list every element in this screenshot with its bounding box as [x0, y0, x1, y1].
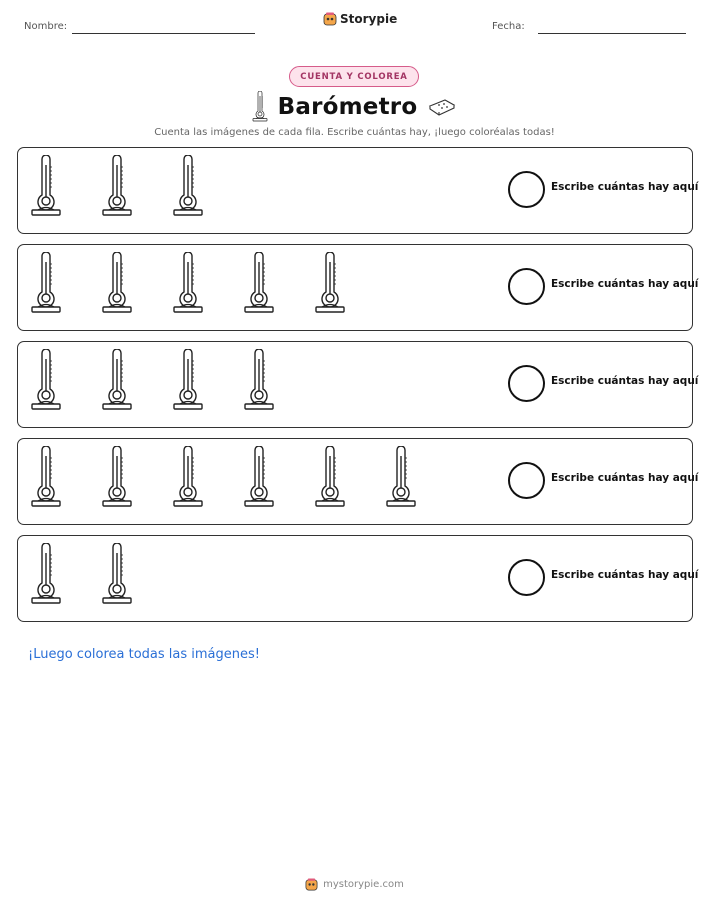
barometer-thermometer-icon[interactable]: [243, 349, 275, 413]
barometer-thermometer-icon[interactable]: [172, 446, 204, 510]
page-title: Barómetro: [277, 94, 418, 120]
barometer-thermometer-icon: [252, 91, 268, 123]
row-icons: [30, 543, 133, 607]
barometer-thermometer-icon[interactable]: [101, 446, 133, 510]
barometer-thermometer-icon[interactable]: [30, 155, 62, 219]
barometer-thermometer-icon[interactable]: [314, 446, 346, 510]
barometer-thermometer-icon[interactable]: [101, 543, 133, 607]
row-icons: [30, 446, 417, 510]
answer-circle[interactable]: [508, 171, 545, 208]
answer-label: Escribe cuántas hay aquí: [551, 375, 699, 387]
name-label: Nombre:: [24, 21, 68, 32]
date-label: Fecha:: [492, 21, 525, 32]
barometer-thermometer-icon[interactable]: [385, 446, 417, 510]
name-field-line[interactable]: [72, 33, 255, 34]
barometer-thermometer-icon[interactable]: [172, 252, 204, 316]
barometer-thermometer-icon[interactable]: [30, 349, 62, 413]
answer-label: Escribe cuántas hay aquí: [551, 278, 699, 290]
answer-circle[interactable]: [508, 268, 545, 305]
answer-circle[interactable]: [508, 365, 545, 402]
activity-badge: CUENTA Y COLOREA: [289, 66, 419, 87]
barometer-thermometer-icon[interactable]: [30, 252, 62, 316]
barometer-thermometer-icon[interactable]: [172, 155, 204, 219]
counting-rows: [17, 147, 699, 632]
answer-label: Escribe cuántas hay aquí: [551, 569, 699, 581]
answer-label: Escribe cuántas hay aquí: [551, 472, 699, 484]
barometer-thermometer-icon[interactable]: [172, 349, 204, 413]
answer-circle[interactable]: [508, 559, 545, 596]
answer-circle[interactable]: [508, 462, 545, 499]
worksheet-header: [0, 0, 709, 60]
counting-row: [17, 341, 699, 428]
barometer-thermometer-icon[interactable]: [243, 446, 275, 510]
counting-row: [17, 438, 699, 525]
sponge-icon: [427, 97, 457, 117]
counting-row: [17, 147, 699, 234]
storypie-mascot-icon: [323, 12, 337, 26]
barometer-thermometer-icon[interactable]: [101, 155, 133, 219]
answer-label: Escribe cuántas hay aquí: [551, 181, 699, 193]
barometer-thermometer-icon[interactable]: [30, 446, 62, 510]
footer-website: mystorypie.com: [323, 879, 404, 890]
row-icons: [30, 252, 346, 316]
row-icons: [30, 155, 204, 219]
storypie-mascot-icon: [305, 878, 318, 891]
barometer-thermometer-icon[interactable]: [101, 349, 133, 413]
title-row: [0, 90, 709, 124]
row-icons: [30, 349, 275, 413]
barometer-thermometer-icon[interactable]: [243, 252, 275, 316]
barometer-thermometer-icon[interactable]: [30, 543, 62, 607]
date-field-line[interactable]: [538, 33, 686, 34]
counting-row: [17, 535, 699, 622]
barometer-thermometer-icon[interactable]: [314, 252, 346, 316]
brand-logo: [323, 12, 397, 26]
instructions: Cuenta las imágenes de cada fila. Escribe cuántas hay, ¡luego coloréalas todas!: [154, 127, 555, 138]
brand-name: Storypie: [340, 12, 398, 26]
barometer-thermometer-icon[interactable]: [101, 252, 133, 316]
footer: [0, 878, 709, 891]
footer-note: ¡Luego colorea todas las imágenes!: [28, 647, 260, 662]
counting-row: [17, 244, 699, 331]
